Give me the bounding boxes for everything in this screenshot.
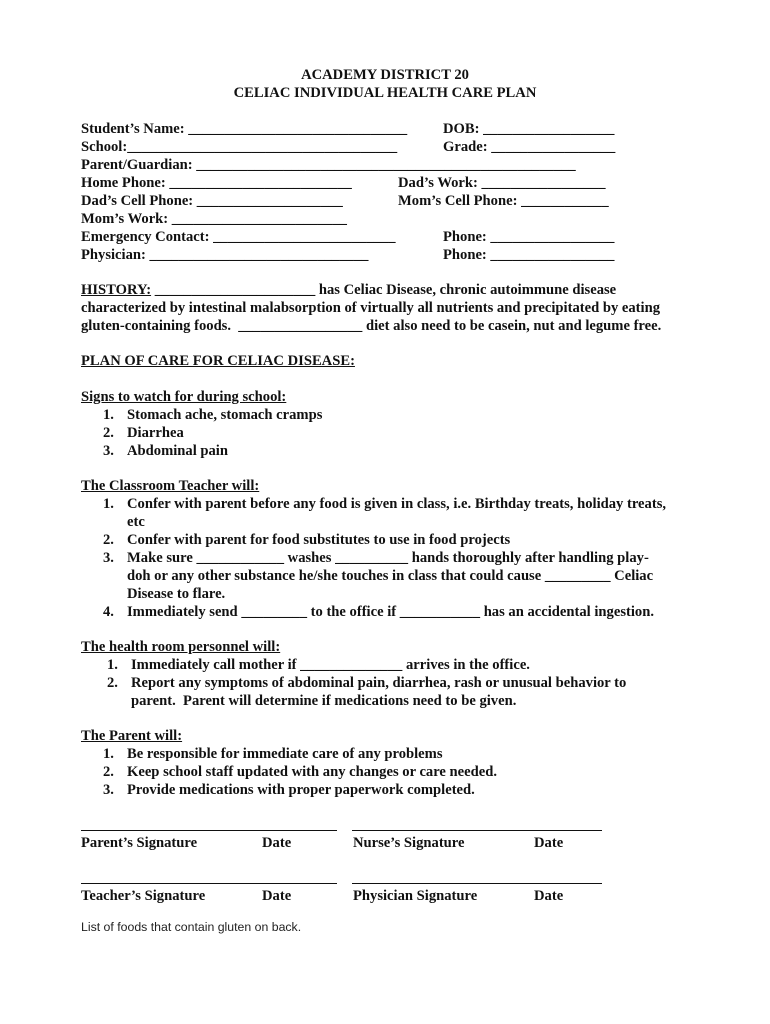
list-item[interactable]: 4. Immediately send _________ to the office if ___________ has an accidental ingestion. [103, 604, 654, 620]
footer-note: List of foods that contain gluten on back. [81, 920, 302, 934]
grade-field[interactable]: Grade: _________________ [443, 139, 616, 155]
moms-work-field[interactable]: Mom’s Work: ________________________ [81, 211, 347, 227]
list-item-continuation: parent. Parent will determine if medications need to be given. [131, 693, 517, 709]
list-item: 3. Abdominal pain [103, 443, 228, 459]
list-item-continuation[interactable]: doh or any other substance he/she touches in class that could cause _________ Celiac [127, 568, 654, 584]
dads-work-field[interactable]: Dad’s Work: _________________ [398, 175, 606, 191]
school-field[interactable]: School:_____________________________________ [81, 139, 398, 155]
physician-field[interactable]: Physician: ______________________________ [81, 247, 369, 263]
physician-phone-field[interactable]: Phone: _________________ [443, 247, 615, 263]
parent-heading: The Parent will: [81, 728, 183, 744]
signs-heading: Signs to watch for during school: [81, 389, 287, 405]
teacher-heading: The Classroom Teacher will: [81, 478, 260, 494]
teacher-signature-label: Teacher’s Signature [81, 888, 206, 904]
parent-signature-line[interactable] [81, 830, 337, 831]
physician-signature-label: Physician Signature [353, 888, 478, 904]
teacher-date-label: Date [262, 888, 292, 904]
list-item: 2. Diarrhea [103, 425, 184, 441]
nurse-signature-line[interactable] [352, 830, 602, 831]
list-item: 3. Provide medications with proper paperwork completed. [103, 782, 475, 798]
history-line-2: characterized by intestinal malabsorption of virtually all nutrients and precipitated by eating [81, 300, 661, 316]
home-phone-field[interactable]: Home Phone: _________________________ [81, 175, 352, 191]
emergency-phone-field[interactable]: Phone: _________________ [443, 229, 615, 245]
student-name-field[interactable]: Student’s Name: ______________________________ [81, 121, 408, 137]
history-line-1-text[interactable]: ______________________ has Celiac Disease, chronic autoimmune disease [151, 282, 617, 298]
history-line-3[interactable]: gluten-containing foods. _________________ diet also need to be casein, nut and legume free. [81, 318, 662, 334]
parent-signature-label: Parent’s Signature [81, 835, 198, 851]
physician-date-label: Date [534, 888, 564, 904]
dads-cell-field[interactable]: Dad’s Cell Phone: ____________________ [81, 193, 343, 209]
history-label: HISTORY: [81, 282, 152, 298]
list-item-continuation: Disease to flare. [127, 586, 226, 602]
health-room-heading: The health room personnel will: [81, 639, 281, 655]
plan-of-care-heading: PLAN OF CARE FOR CELIAC DISEASE: [81, 353, 355, 369]
list-item[interactable]: 1. Immediately call mother if ______________ arrives in the office. [107, 657, 530, 673]
list-item: 2. Report any symptoms of abdominal pain, diarrhea, rash or unusual behavior to [107, 675, 627, 691]
moms-cell-field[interactable]: Mom’s Cell Phone: ____________ [398, 193, 609, 209]
teacher-signature-line[interactable] [81, 883, 337, 884]
parent-guardian-field[interactable]: Parent/Guardian: ____________________________________________________ [81, 157, 576, 173]
emergency-contact-field[interactable]: Emergency Contact: _________________________ [81, 229, 396, 245]
history-line-1 [81, 281, 616, 299]
list-item-continuation: etc [127, 514, 145, 530]
list-item: 1. Stomach ache, stomach cramps [103, 407, 323, 423]
list-item: 2. Confer with parent for food substitutes to use in food projects [103, 532, 511, 548]
list-item[interactable]: 3. Make sure ____________ washes __________ hands thoroughly after handling play- [103, 550, 649, 566]
header-title: CELIAC INDIVIDUAL HEALTH CARE PLAN [233, 85, 537, 101]
nurse-signature-label: Nurse’s Signature [353, 835, 465, 851]
list-item: 1. Confer with parent before any food is given in class, i.e. Birthday treats, holiday treats, [103, 496, 667, 512]
physician-signature-line[interactable] [352, 883, 602, 884]
header-district: ACADEMY DISTRICT 20 [301, 67, 469, 83]
parent-date-label: Date [262, 835, 292, 851]
list-item: 1. Be responsible for immediate care of any problems [103, 746, 443, 762]
list-item: 2. Keep school staff updated with any changes or care needed. [103, 764, 497, 780]
dob-field[interactable]: DOB: __________________ [443, 121, 615, 137]
nurse-date-label: Date [534, 835, 564, 851]
